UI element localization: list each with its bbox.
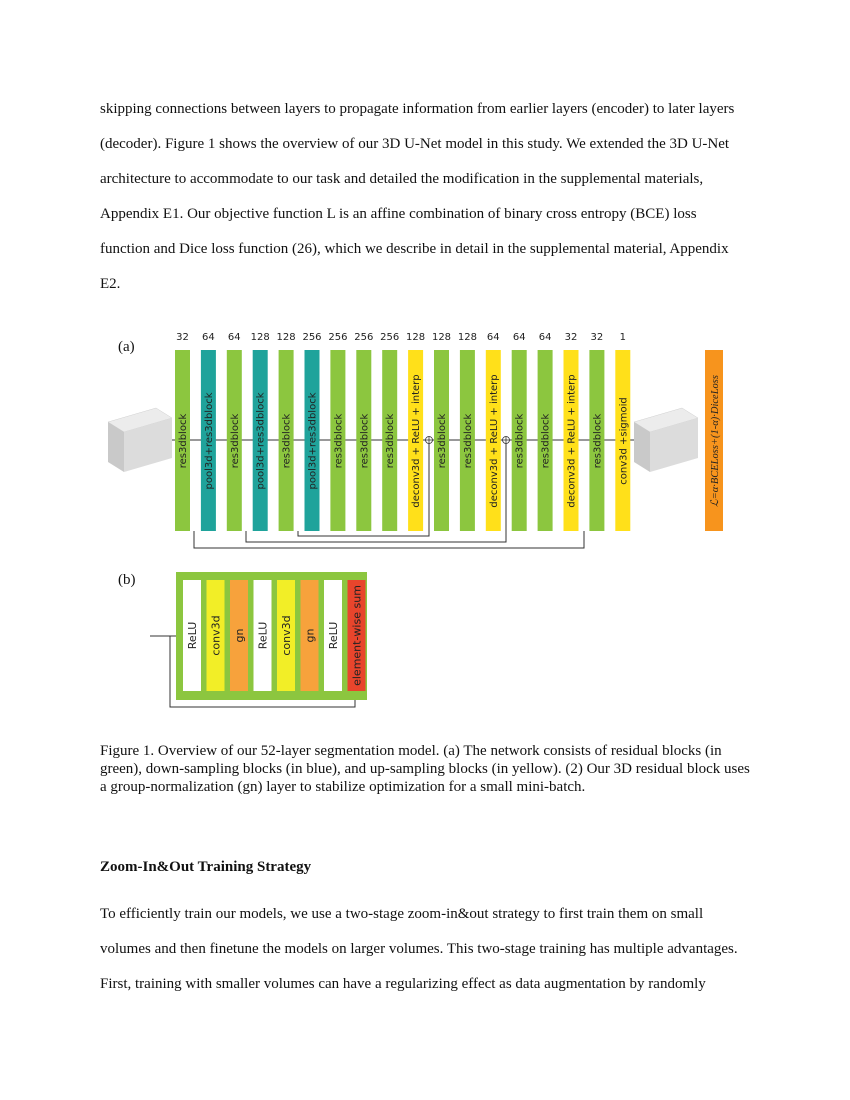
block-label: res3dblock: [540, 413, 552, 469]
residual-layer-3: [230, 580, 248, 691]
residual-layer-8: [348, 580, 366, 691]
block-channel-count: 256: [380, 332, 400, 343]
block-channel-count: 32: [590, 332, 604, 343]
text-line: E2.: [100, 276, 121, 292]
residual-layer-label: conv3d: [209, 615, 223, 656]
figure-label-b: (b): [118, 572, 136, 588]
block-channel-count: 128: [406, 332, 426, 343]
block-label: res3dblock: [178, 413, 189, 469]
section-heading: Zoom-In&Out Training Strategy: [100, 859, 312, 875]
text-line: Appendix E1. Our objective function L is an affine combination of binary cross entropy (BCE) loss: [100, 206, 697, 222]
block-label: deconv3d + ReLU + interp: [566, 374, 578, 508]
figure-label-a: (a): [118, 339, 135, 355]
text-line: skipping connections between layers to propagate information from earlier layers (encoder) to later layers: [100, 101, 735, 117]
block-channel-count: 128: [457, 332, 477, 343]
figure-caption: Figure 1. Overview of our 52-layer segmentation model. (a) The network consists of residual blocks (in green), down-sampling blocks (in blue), and up-sampling blocks (in yellow). (2) Our 3D residual block uses a group-normalization (gn) layer to stabilize optimization for a small mini-batch.: [100, 743, 750, 795]
residual-layer-label: ReLU: [327, 621, 340, 650]
text-line: (decoder). Figure 1 shows the overview of our 3D U-Net model in this study. We extended the 3D U-Net: [100, 136, 730, 152]
text-line: To efficiently train our models, we use a two-stage zoom-in&out strategy to first train them on small: [100, 906, 704, 922]
block-channel-count: 1: [619, 332, 626, 343]
residual-layer-label: gn: [233, 628, 246, 643]
block-label: res3dblock: [592, 413, 604, 469]
block-label: conv3d +sigmoid: [618, 397, 630, 485]
block-channel-count: 128: [276, 332, 296, 343]
block-channel-count: 256: [302, 332, 322, 343]
residual-layer-label: element-wise sum: [350, 585, 364, 686]
residual-layer-7: [324, 580, 342, 691]
block-label: res3dblock: [333, 413, 345, 469]
block-channel-count: 32: [176, 332, 189, 343]
block-channel-count: 64: [512, 332, 526, 343]
loss-function-label: ℒ=α·BCELoss+(1-α)·DiceLoss: [710, 375, 721, 507]
block-label: res3dblock: [229, 413, 241, 469]
block-channel-count: 128: [431, 332, 452, 343]
block-label: deconv3d + ReLU + interp: [411, 374, 423, 508]
block-label: res3dblock: [359, 413, 371, 469]
block-label: pool3d+res3dblock: [203, 392, 215, 490]
residual-layer-1: [183, 580, 201, 691]
residual-layer-label: ReLU: [256, 621, 270, 650]
block-channel-count: 256: [328, 332, 348, 343]
block-channel-count: 128: [250, 332, 270, 343]
block-channel-count: 64: [486, 332, 500, 343]
block-channel-count: 64: [538, 332, 552, 343]
residual-layer-4: [254, 580, 272, 691]
residual-layer-6: [301, 580, 319, 691]
block-channel-count: 64: [227, 332, 241, 343]
block-channel-count: 64: [202, 332, 215, 343]
block-label: pool3d+res3dblock: [307, 392, 319, 490]
text-line: volumes and then finetune the models on larger volumes. This two-stage training has multiple advantages.: [100, 941, 738, 957]
text-line: architecture to accommodate to our task and detailed the modification in the supplemental materials,: [100, 171, 704, 187]
residual-layer-label: ReLU: [186, 621, 199, 650]
residual-layer-label: conv3d: [280, 615, 293, 656]
block-label: res3dblock: [385, 413, 397, 469]
block-label: res3dblock: [437, 413, 448, 469]
residual-layer-2: [207, 580, 225, 691]
block-label: pool3d+res3dblock: [255, 392, 267, 490]
block-label: res3dblock: [462, 413, 474, 469]
residual-layer-5: [277, 580, 295, 691]
text-line: First, training with smaller volumes can have a regularizing effect as data augmentation by randomly: [100, 976, 706, 992]
residual-layer-label: gn: [303, 628, 317, 643]
block-label: res3dblock: [281, 413, 293, 469]
block-label: res3dblock: [514, 413, 526, 469]
block-label: deconv3d + ReLU + interp: [488, 374, 500, 508]
block-channel-count: 256: [354, 332, 374, 343]
block-channel-count: 32: [564, 332, 578, 343]
text-line: function and Dice loss function (26), which we describe in detail in the supplemental material, Appendix: [100, 241, 729, 257]
